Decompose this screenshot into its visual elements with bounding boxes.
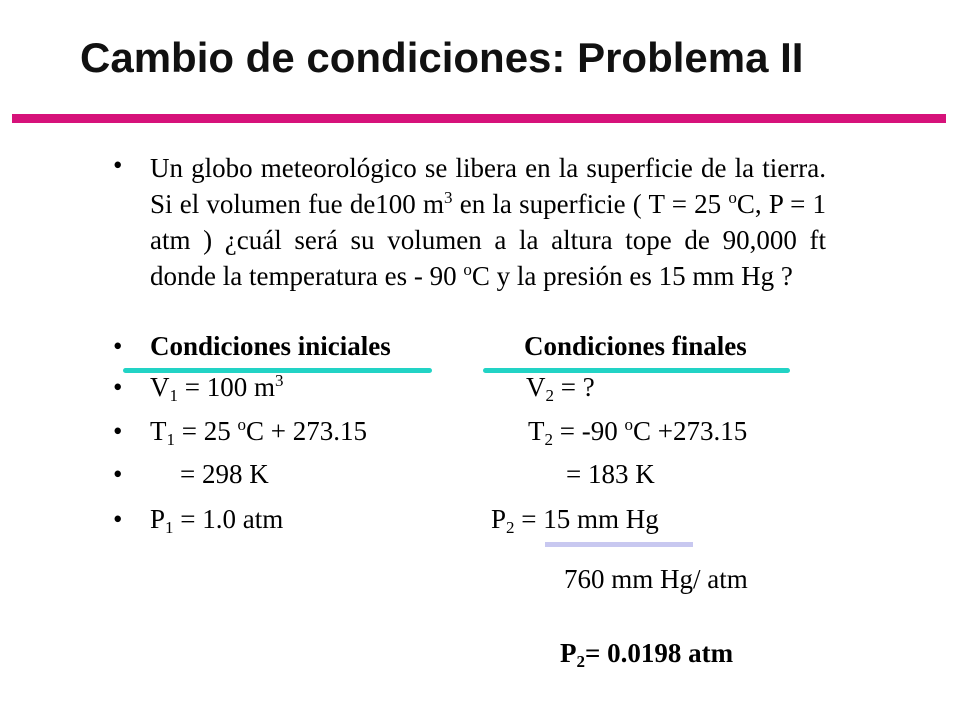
subscript: 2 (544, 430, 553, 449)
bullet: • (113, 372, 123, 402)
bullet: • (113, 504, 123, 534)
superscript: 3 (444, 188, 453, 207)
t1-equation (150, 416, 367, 447)
subscript: 2 (506, 518, 515, 537)
subscript: 1 (166, 430, 175, 449)
bullet: • (113, 416, 123, 446)
variable: T (528, 416, 545, 446)
value: = 0.0198 atm (585, 638, 734, 668)
variable: V (526, 372, 546, 402)
v2-equation (526, 372, 595, 403)
value: = 100 m (178, 372, 275, 402)
superscript: o (728, 188, 737, 207)
variable: P (491, 504, 507, 534)
p2-equation (491, 504, 659, 535)
p1-equation (150, 504, 283, 535)
superscript: o (237, 415, 246, 434)
problem-text: C, P = 1 atm ) ¿cuál será su volumen a la altura tope de 90,000 ft donde la temperatura es - 90 (150, 189, 827, 291)
k1-value: = 298 K (180, 459, 269, 489)
value: = ? (554, 372, 595, 402)
problem-text: Un globo meteorológico se libera en la superficie de la tierra. Si el volumen fue de100 m (150, 153, 826, 219)
title-rule (12, 114, 946, 123)
header-final: Condiciones finales (524, 331, 747, 361)
problem-text: en la superficie ( T = 25 (452, 189, 729, 219)
subscript: 1 (165, 518, 174, 537)
value: = -90 (553, 416, 625, 446)
variable: T (150, 416, 167, 446)
problem-text: C y la presión es 15 mm Hg ? (471, 261, 793, 291)
value: = 1.0 atm (173, 504, 284, 534)
variable: P (150, 504, 166, 534)
bullet: • (113, 331, 123, 361)
k2-value: = 183 K (566, 459, 655, 489)
superscript: 3 (274, 371, 284, 390)
value: = 15 mm Hg (514, 504, 659, 534)
slide-title: Cambio de condiciones: Problema II (80, 34, 804, 81)
header-initial: Condiciones iniciales (150, 331, 391, 361)
fraction-denominator: 760 mm Hg/ atm (564, 564, 748, 594)
variable: V (150, 372, 170, 402)
bullet: • (113, 459, 123, 489)
problem-paragraph (150, 150, 826, 294)
fraction-bar (545, 542, 693, 547)
v1-equation (150, 372, 283, 403)
bullet: • (113, 150, 123, 180)
superscript: o (463, 260, 472, 279)
result-equation (560, 638, 733, 669)
value: = 25 (175, 416, 238, 446)
subscript: 2 (576, 652, 585, 671)
variable: P (560, 638, 577, 668)
subscript: 2 (545, 386, 554, 405)
value: C + 273.15 (245, 416, 367, 446)
superscript: o (624, 415, 633, 434)
value: C +273.15 (632, 416, 748, 446)
t2-equation (528, 416, 747, 447)
subscript: 1 (169, 386, 178, 405)
